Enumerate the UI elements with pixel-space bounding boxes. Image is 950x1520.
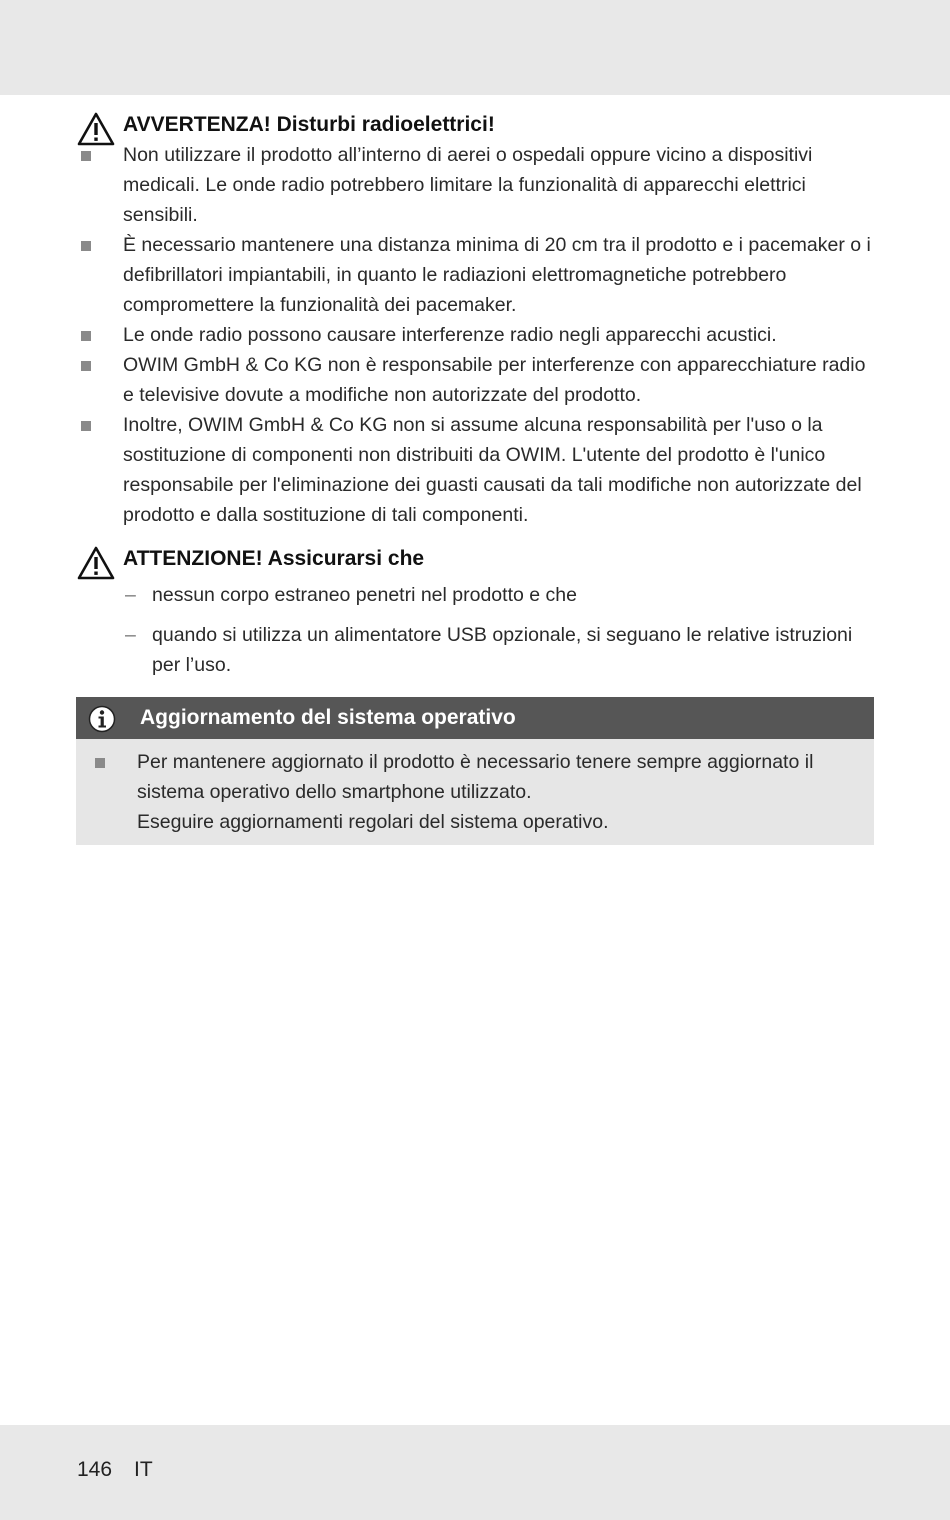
list-item xyxy=(76,230,874,320)
warning-title: AVVERTENZA! Disturbi radioelettrici! xyxy=(123,113,495,136)
square-bullet-icon xyxy=(81,361,91,371)
list-item-text: Le onde radio possono causare interferenze radio negli apparecchi acustici. xyxy=(123,324,777,346)
attention-list xyxy=(76,580,874,680)
page-content xyxy=(76,110,874,845)
list-item-text: Inoltre, OWIM GmbH & Co KG non si assume alcuna responsabilità per l'uso o la sostituzione di componenti non distribuiti da OWIM. L'utente del prodotto è l'unico responsabile per l'eliminazione dei guasti causati da tali modifiche non autorizzate del prodotto e dalla sostituzione di tali componenti. xyxy=(123,414,862,526)
language-code: IT xyxy=(134,1458,153,1481)
info-text-line: Per mantenere aggiornato il prodotto è necessario tenere sempre aggiornato il sistema operativo dello smartphone utilizzato. xyxy=(137,751,814,803)
warning-title: ATTENZIONE! Assicurarsi che xyxy=(123,547,425,570)
info-title: Aggiornamento del sistema operativo xyxy=(140,706,516,729)
square-bullet-icon xyxy=(95,758,105,768)
list-item xyxy=(76,350,874,410)
list-item-text: OWIM GmbH & Co KG non è responsabile per interferenze con apparecchiature radio e televisive dovute a modifiche non autorizzate del prodotto. xyxy=(123,354,866,406)
warning-triangle-icon xyxy=(76,545,116,581)
square-bullet-icon xyxy=(81,241,91,251)
list-item xyxy=(76,620,874,680)
info-text-line: Eseguire aggiornamenti regolari del sistema operativo. xyxy=(137,811,609,833)
page-number: 146 xyxy=(77,1458,113,1481)
square-bullet-icon xyxy=(81,331,91,341)
list-item xyxy=(76,320,874,350)
dash-bullet: – xyxy=(125,584,136,606)
square-bullet-icon xyxy=(81,151,91,161)
warning-heading-radio xyxy=(76,110,874,140)
list-item xyxy=(76,580,874,610)
dash-bullet: – xyxy=(125,624,136,646)
list-item-text: nessun corpo estraneo penetri nel prodotto e che xyxy=(152,584,577,606)
info-body xyxy=(76,739,874,845)
square-bullet-icon xyxy=(81,421,91,431)
list-item-text: quando si utilizza un alimentatore USB opzionale, si seguano le relative istruzioni per l’uso. xyxy=(152,624,853,676)
warning-list-radio xyxy=(76,140,874,530)
list-item-text: È necessario mantenere una distanza minima di 20 cm tra il prodotto e i pacemaker o i defibrillatori impiantabili, in quanto le radiazioni elettromagnetiche potrebbero compromettere la funzionalità dei pacemaker. xyxy=(123,234,871,316)
info-icon xyxy=(88,705,116,733)
warning-heading-attention xyxy=(76,544,874,574)
info-header xyxy=(76,697,874,739)
list-item xyxy=(76,140,874,230)
info-box xyxy=(76,697,874,845)
list-item xyxy=(76,410,874,530)
top-band xyxy=(0,0,950,95)
list-item xyxy=(76,747,874,837)
list-item-text: Non utilizzare il prodotto all’interno di aerei o ospedali oppure vicino a dispositivi medicali. Le onde radio potrebbero limitare la funzionalità di apparecchi elettrici sensibili. xyxy=(123,144,813,226)
page-footer xyxy=(77,1458,175,1482)
